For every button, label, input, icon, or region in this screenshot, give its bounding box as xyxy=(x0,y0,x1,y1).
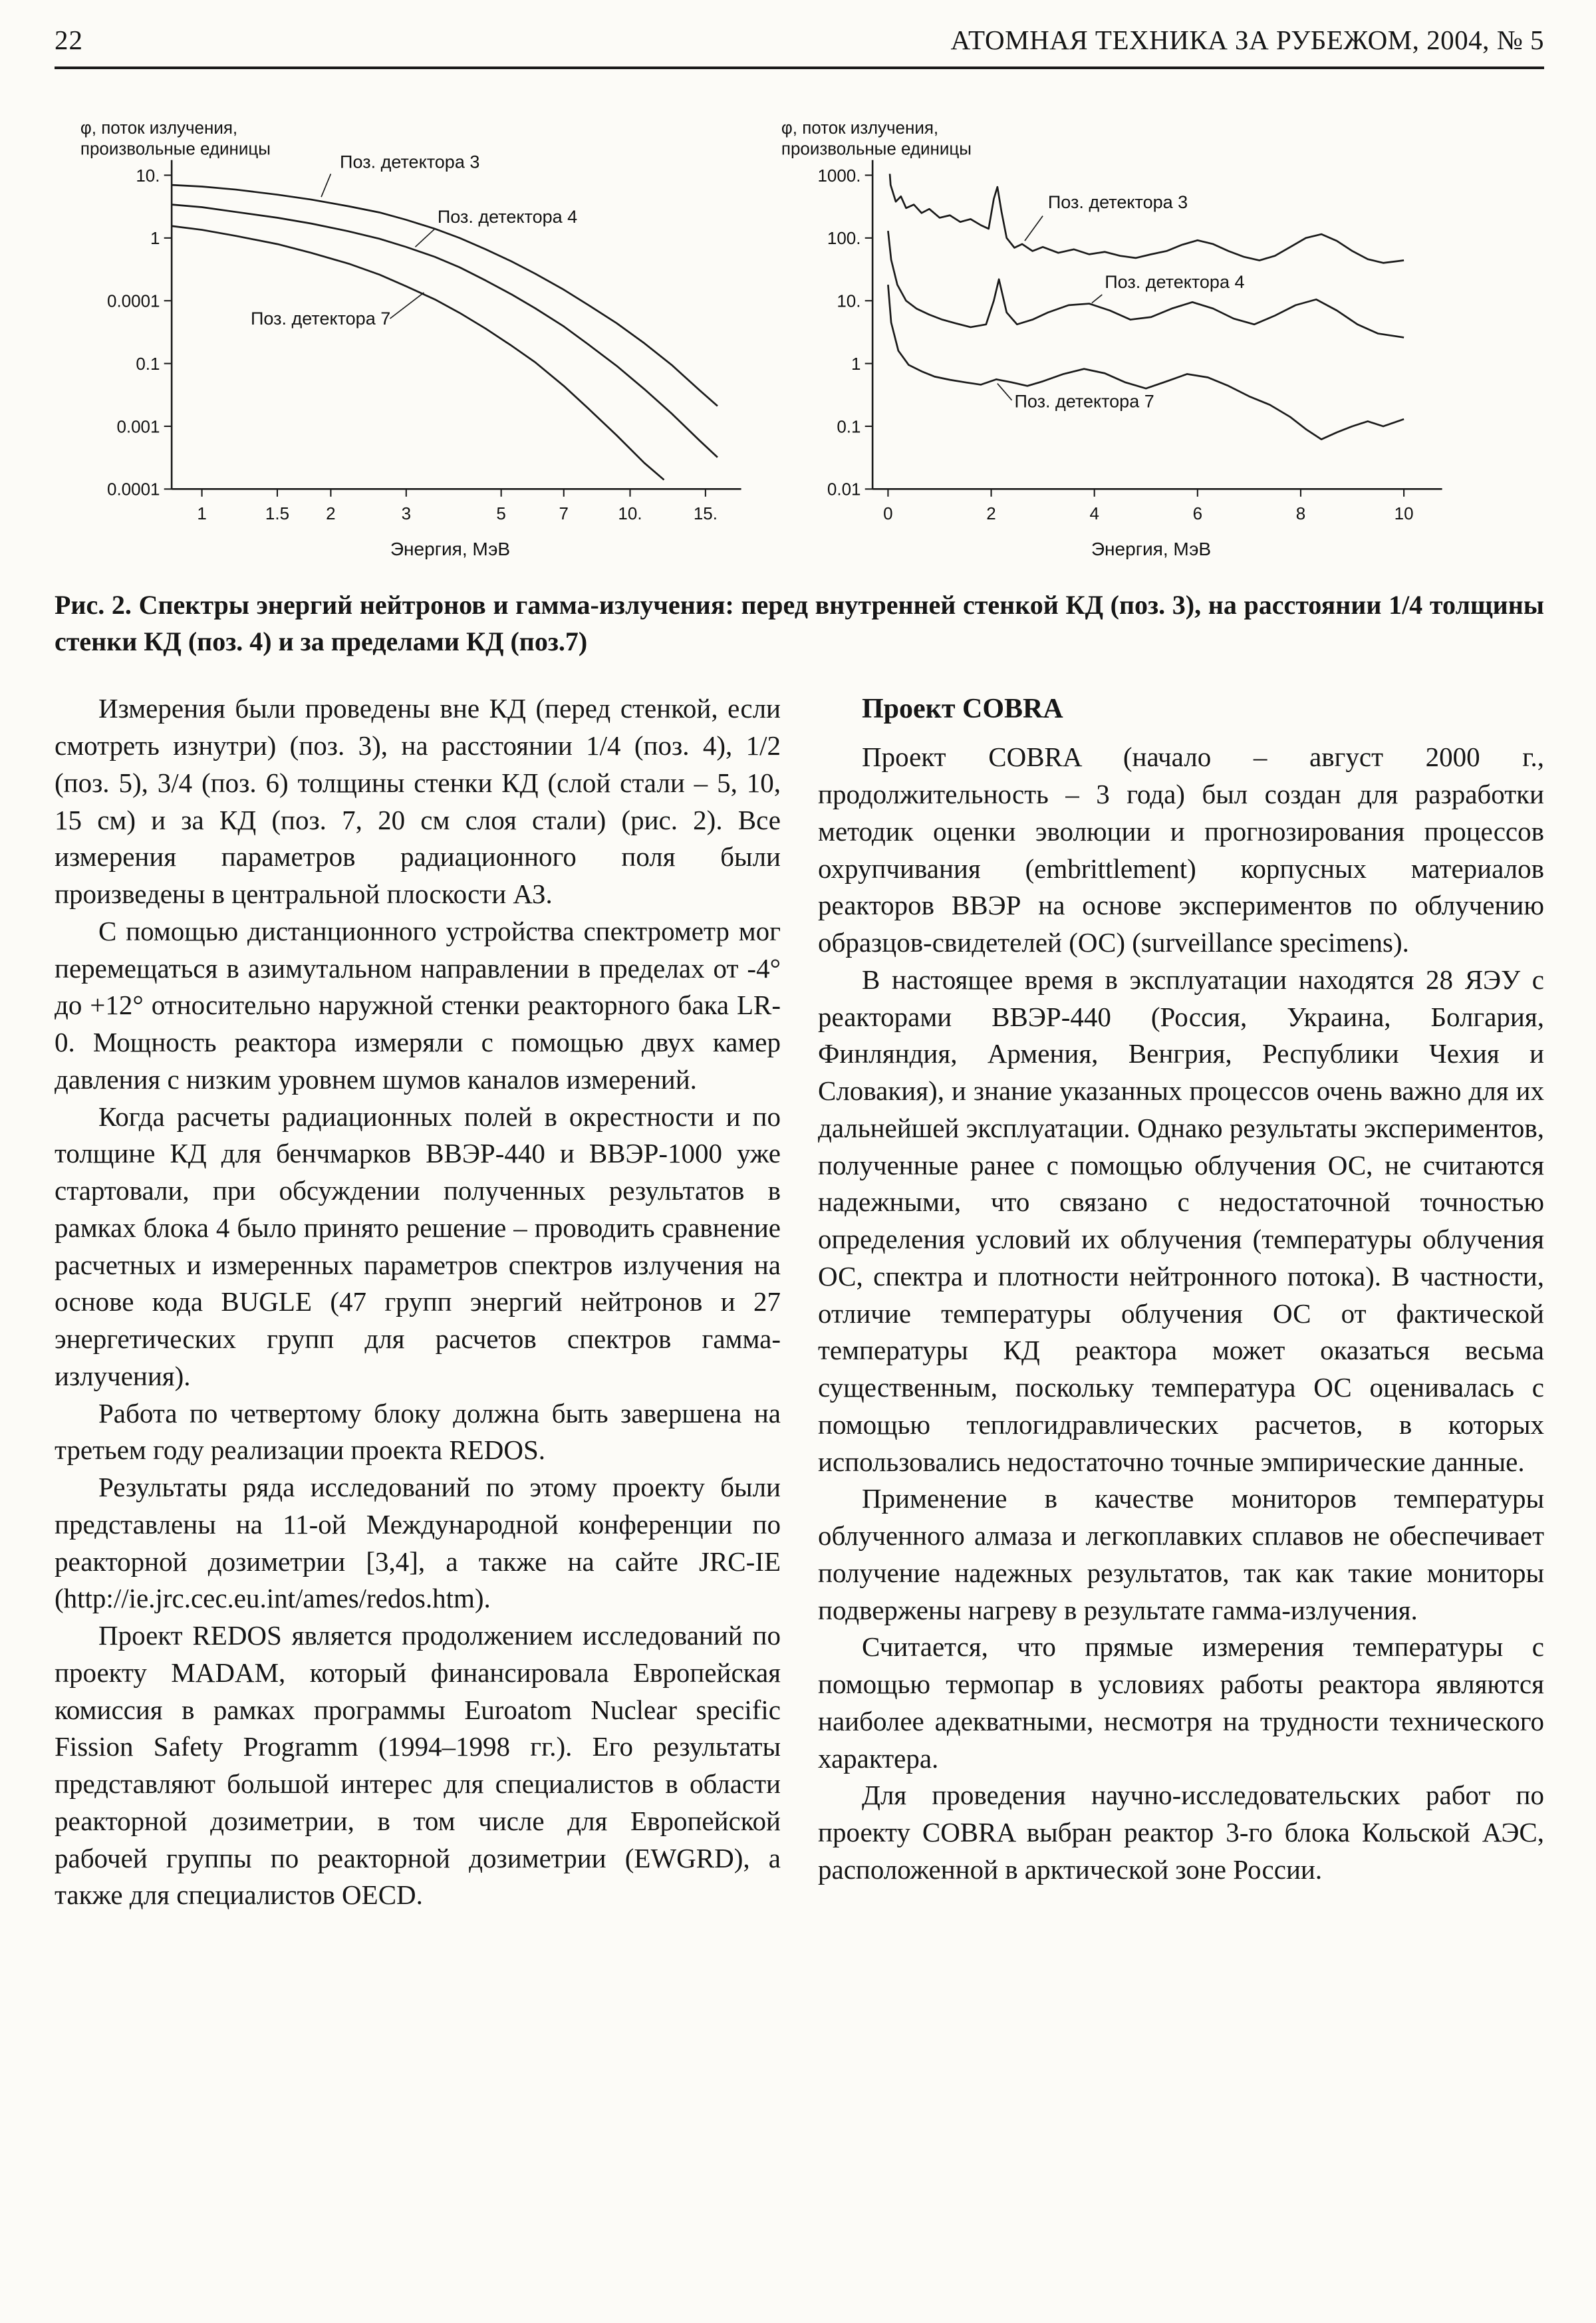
y-tick-label: 0.1 xyxy=(837,416,861,437)
annotation-label: Поз. детектора 7 xyxy=(250,308,391,329)
left-paragraph-0: Измерения были проведены вне КД (перед стенкой, если смотреть изнутри) (поз. 3), на расстоянии 1/4 (поз. 4), 1/2 (поз. 5), 3/4 (поз. 6) толщины стенки КД (слой стали – 5, 10, 15 см) и за КД (поз. 7, 20 см слоя стали) (рис. 2). Все измерения параметров радиационного поля были произведены в центральной плоскости АЗ. xyxy=(55,693,781,910)
y-tick-label: 10. xyxy=(136,165,160,186)
x-tick-label: 4 xyxy=(1089,503,1099,524)
right-paragraph-0: Проект COBRA (начало – август 2000 г., продолжительность – 3 года) был создан для разработки методик оценки эволюции и прогнозирования процессов охрупчивания (embrittlement) корпусных материалов реакторов ВВЭР на основе экспериментов по облучению образцов-свидетелей (ОС) (surveillance specimens). xyxy=(818,742,1544,958)
header-rule xyxy=(55,67,1544,69)
y-tick-label: 100. xyxy=(827,228,861,249)
x-tick-label: 2 xyxy=(326,503,336,524)
y-tick-label: 0.001 xyxy=(116,416,160,437)
neutron-spectrum-chart xyxy=(69,114,761,571)
y-axis-label: φ, поток излучения, xyxy=(781,118,939,138)
annotation-leader xyxy=(998,384,1012,400)
annotation-label: Поз. детектора 4 xyxy=(437,206,578,227)
left-paragraph-5: Проект REDOS является продолжением исследований по проекту MADAM, который финансировала Европейская комиссия в рамках программы Euroatom Nuclear specific Fission Safety Programm (1994–1998 гг.). Его результаты представляют большой интерес для специалистов в области реакторной дозиметрии, в том числе для Европейской рабочей группы по реакторной дозиметрии (EWGRD), а также для специалистов OECD. xyxy=(55,1620,781,1911)
y-tick-label: 10. xyxy=(837,291,861,311)
right-paragraph-1: В настоящее время в эксплуатации находятся 28 ЯЭУ с реакторами ВВЭР-440 (Россия, Украина, Болгария, Финляндия, Армения, Венгрия, Республики Чехия и Словакия), и знание указанных процессов очень важно для их дальнейшей эксплуатации. Однако результаты экспериментов, полученные ранее с помощью облучения ОС, не считаются надежными, что связано с недостаточной точностью определения условий их облучения (температуры облучения ОС, спектра и плотности нейтронного потока). В частности, отличие температуры облучения ОС от фактической температуры КД реактора может оказаться весьма существенным, поскольку температура ОС оценивалась с помощью теплогидравлических расчетов, в которых использовались недостаточно точные эмпирические данные. xyxy=(818,964,1544,1477)
x-tick-label: 0 xyxy=(883,503,893,524)
charts-row xyxy=(55,114,1544,571)
y-axis-label: φ, поток излучения, xyxy=(80,118,238,138)
x-tick-label: 8 xyxy=(1295,503,1306,524)
journal-title: АТОМНАЯ ТЕХНИКА ЗА РУБЕЖОМ, 2004, № 5 xyxy=(950,25,1544,55)
x-tick-label: 10 xyxy=(1394,503,1414,524)
annotation-leader xyxy=(1092,295,1103,303)
y-tick-label: 0.1 xyxy=(136,353,160,374)
y-axis-label: произвольные единицы xyxy=(80,138,271,159)
gamma-spectrum-chart xyxy=(770,114,1462,571)
x-axis-label: Энергия, МэВ xyxy=(390,539,511,560)
left-paragraph-3: Работа по четвертому блоку должна быть завершена на третьем году реализации проекта REDOS. xyxy=(55,1397,781,1466)
right-paragraph-2: Применение в качестве мониторов температуры облученного алмаза и легкоплавких сплавов не обеспечивает получение надежных результатов, так как такие мониторы подвержены нагреву в результате гамма-излучения. xyxy=(818,1483,1544,1625)
left-column xyxy=(55,690,781,1914)
x-tick-label: 1 xyxy=(197,503,207,524)
page-number: 22 xyxy=(55,25,83,55)
annotation-leader xyxy=(321,174,331,197)
left-paragraph-1: С помощью дистанционного устройства спектрометр мог перемещаться в азимутальном направлении в пределах от -4° до +12° относительно наружной стенки реакторного бака LR-0. Мощность реактора измеряли с помощью двух камер давления с низким уровнем шумов каналов измерений. xyxy=(55,915,781,1095)
y-tick-label: 1000. xyxy=(817,165,861,186)
annotation-label: Поз. детектора 3 xyxy=(340,152,480,172)
x-axis-label: Энергия, МэВ xyxy=(1091,539,1212,560)
x-tick-label: 5 xyxy=(496,503,506,524)
y-tick-label: 0.0001 xyxy=(107,479,160,499)
y-tick-label: 0.0001 xyxy=(107,291,160,311)
section-heading-cobra: Проект COBRA xyxy=(862,694,1063,725)
right-column xyxy=(818,690,1544,1914)
page-header xyxy=(55,24,1544,56)
figure-caption: Рис. 2. Спектры энергий нейтронов и гамма-излучения: перед внутренней стенкой КД (поз. 3), на расстоянии 1/4 толщины стенки КД (поз. 4) и за пределами КД (поз.7) xyxy=(55,590,1544,657)
left-paragraph-2: Когда расчеты радиационных полей в окрестности и по толщине КД для бенчмарков ВВЭР-440 и ВВЭР-1000 уже стартовали, при обсуждении полученных результатов в рамках блока 4 было принято решение – проводить сравнение расчетных и измеренных параметров спектров излучения на основе кода BUGLE (47 групп энергий нейтронов и 27 энергетических групп для расчетов спектров гамма-излучения). xyxy=(55,1101,781,1391)
x-tick-label: 6 xyxy=(1192,503,1203,524)
y-tick-label: 1 xyxy=(851,353,861,374)
x-tick-label: 3 xyxy=(401,503,412,524)
article-columns xyxy=(55,690,1544,1914)
curve-detector-7 xyxy=(888,285,1404,440)
x-tick-label: 2 xyxy=(986,503,996,524)
annotation-label: Поз. детектора 3 xyxy=(1047,192,1188,212)
x-tick-label: 10. xyxy=(618,503,642,524)
y-tick-label: 1 xyxy=(150,228,160,249)
curve-detector-4 xyxy=(172,205,718,458)
y-tick-label: 0.01 xyxy=(827,479,861,499)
right-paragraph-3: Считается, что прямые измерения температуры с помощью термопар в условиях работы реактора являются наиболее адекватными, несмотря на трудности технического характера. xyxy=(818,1631,1544,1774)
right-paragraph-4: Для проведения научно-исследовательских работ по проекту COBRA выбран реактор 3-го блока Кольской АЭС, расположенной в арктической зоне России. xyxy=(818,1780,1544,1885)
x-tick-label: 7 xyxy=(559,503,569,524)
left-paragraph-4: Результаты ряда исследований по этому проекту были представлены на 11-ой Международной конференции по реакторной дозиметрии [3,4], а также на сайте JRC-IE (http://ie.jrc.cec.eu.int/ames/redos.htm). xyxy=(55,1472,781,1614)
x-tick-label: 15. xyxy=(693,503,718,524)
annotation-label: Поз. детектора 7 xyxy=(1014,391,1154,412)
annotation-leader xyxy=(390,293,424,319)
annotation-leader xyxy=(1025,216,1043,241)
x-tick-label: 1.5 xyxy=(265,503,290,524)
y-axis-label: произвольные единицы xyxy=(781,138,972,159)
annotation-label: Поз. детектора 4 xyxy=(1105,271,1245,292)
curve-detector-7 xyxy=(172,226,664,480)
annotation-leader xyxy=(415,229,434,247)
figure-2 xyxy=(55,114,1544,660)
